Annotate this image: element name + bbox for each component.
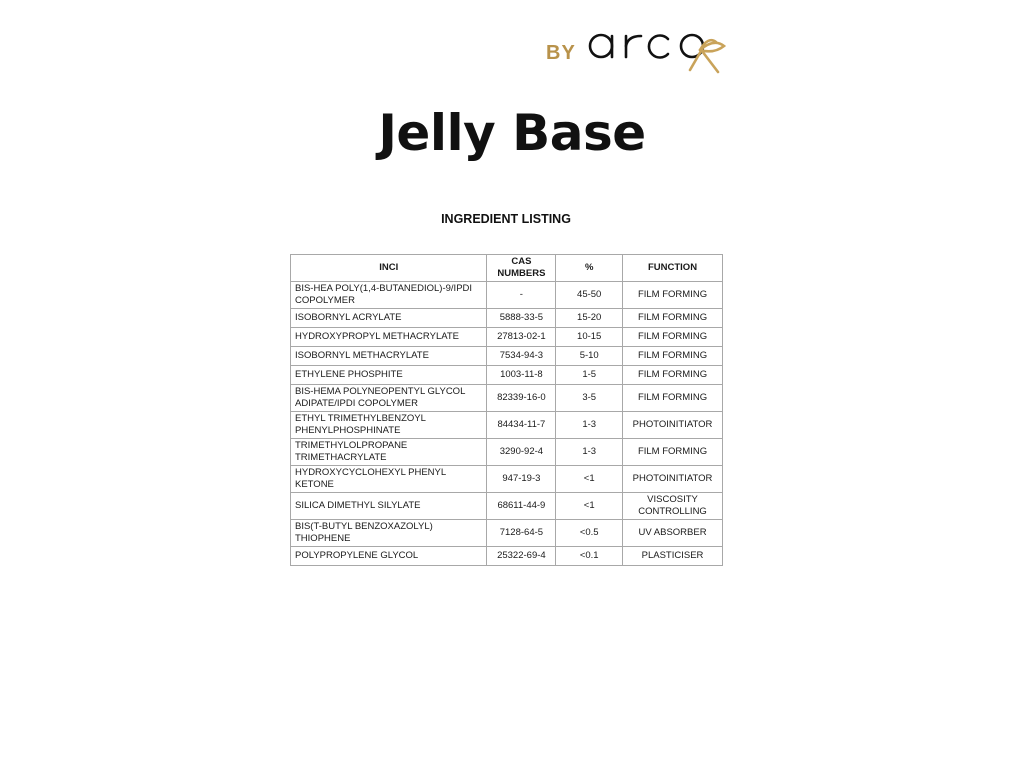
- table-row: [291, 328, 723, 347]
- cell-function: PLASTICISER: [623, 547, 723, 566]
- brand-logo: [544, 26, 764, 82]
- cell-cas: 3290-92-4: [487, 439, 556, 466]
- cell-function: FILM FORMING: [623, 439, 723, 466]
- cell-inci: BIS-HEMA POLYNEOPENTYL GLYCOL ADIPATE/IPDI COPOLYMER: [291, 385, 487, 412]
- cell-percent: <1: [556, 466, 623, 493]
- cell-inci: ETHYL TRIMETHYLBENZOYL PHENYLPHOSPHINATE: [291, 412, 487, 439]
- cell-cas: 84434-11-7: [487, 412, 556, 439]
- cell-cas: 27813-02-1: [487, 328, 556, 347]
- cell-percent: <0.5: [556, 520, 623, 547]
- cell-function: FILM FORMING: [623, 385, 723, 412]
- cell-percent: <0.1: [556, 547, 623, 566]
- table-row: [291, 466, 723, 493]
- cell-function: FILM FORMING: [623, 347, 723, 366]
- document-heading: INGREDIENT LISTING: [441, 212, 571, 226]
- cell-inci: ISOBORNYL ACRYLATE: [291, 309, 487, 328]
- cell-inci: HYDROXYPROPYL METHACRYLATE: [291, 328, 487, 347]
- cell-percent: 1-5: [556, 366, 623, 385]
- cell-cas: 25322-69-4: [487, 547, 556, 566]
- cell-function: FILM FORMING: [623, 366, 723, 385]
- logo-wordmark: [584, 26, 764, 82]
- cell-inci: POLYPROPYLENE GLYCOL: [291, 547, 487, 566]
- table-row: [291, 366, 723, 385]
- cell-cas: 7534-94-3: [487, 347, 556, 366]
- cell-cas: 947-19-3: [487, 466, 556, 493]
- cell-percent: 45-50: [556, 282, 623, 309]
- cell-function: UV ABSORBER: [623, 520, 723, 547]
- cell-percent: 15-20: [556, 309, 623, 328]
- table-header-row: [291, 255, 723, 282]
- cell-cas: 5888-33-5: [487, 309, 556, 328]
- cell-function: FILM FORMING: [623, 309, 723, 328]
- cell-cas: 1003-11-8: [487, 366, 556, 385]
- cell-percent: <1: [556, 493, 623, 520]
- table-row: [291, 520, 723, 547]
- cell-function: VISCOSITY CONTROLLING: [623, 493, 723, 520]
- cell-percent: 1-3: [556, 439, 623, 466]
- cell-inci: ISOBORNYL METHACRYLATE: [291, 347, 487, 366]
- table-row: [291, 385, 723, 412]
- column-header-inci: INCI: [291, 255, 487, 282]
- table-row: [291, 309, 723, 328]
- cell-percent: 10-15: [556, 328, 623, 347]
- table-row: [291, 547, 723, 566]
- table-row: [291, 439, 723, 466]
- cell-percent: 5-10: [556, 347, 623, 366]
- ingredient-table: [290, 254, 723, 566]
- cell-inci: HYDROXYCYCLOHEXYL PHENYL KETONE: [291, 466, 487, 493]
- table-row: [291, 493, 723, 520]
- cell-inci: BIS(T-BUTYL BENZOXAZOLYL) THIOPHENE: [291, 520, 487, 547]
- cell-cas: 7128-64-5: [487, 520, 556, 547]
- page-title: Jelly Base: [378, 104, 646, 162]
- table-row: [291, 412, 723, 439]
- cell-inci: BIS-HEA POLY(1,4-BUTANEDIOL)-9/IPDI COPOLYMER: [291, 282, 487, 309]
- cell-percent: 3-5: [556, 385, 623, 412]
- column-header-cas: CAS NUMBERS: [487, 255, 556, 282]
- cell-function: PHOTOINITIATOR: [623, 412, 723, 439]
- cell-function: FILM FORMING: [623, 282, 723, 309]
- cell-function: FILM FORMING: [623, 328, 723, 347]
- cell-inci: TRIMETHYLOLPROPANE TRIMETHACRYLATE: [291, 439, 487, 466]
- cell-percent: 1-3: [556, 412, 623, 439]
- cell-cas: -: [487, 282, 556, 309]
- logo-prefix: BY: [546, 42, 576, 64]
- cell-inci: ETHYLENE PHOSPHITE: [291, 366, 487, 385]
- cell-inci: SILICA DIMETHYL SILYLATE: [291, 493, 487, 520]
- table-row: [291, 347, 723, 366]
- column-header-function: FUNCTION: [623, 255, 723, 282]
- cell-function: PHOTOINITIATOR: [623, 466, 723, 493]
- cell-cas: 82339-16-0: [487, 385, 556, 412]
- table-row: [291, 282, 723, 309]
- column-header-percent: %: [556, 255, 623, 282]
- cell-cas: 68611-44-9: [487, 493, 556, 520]
